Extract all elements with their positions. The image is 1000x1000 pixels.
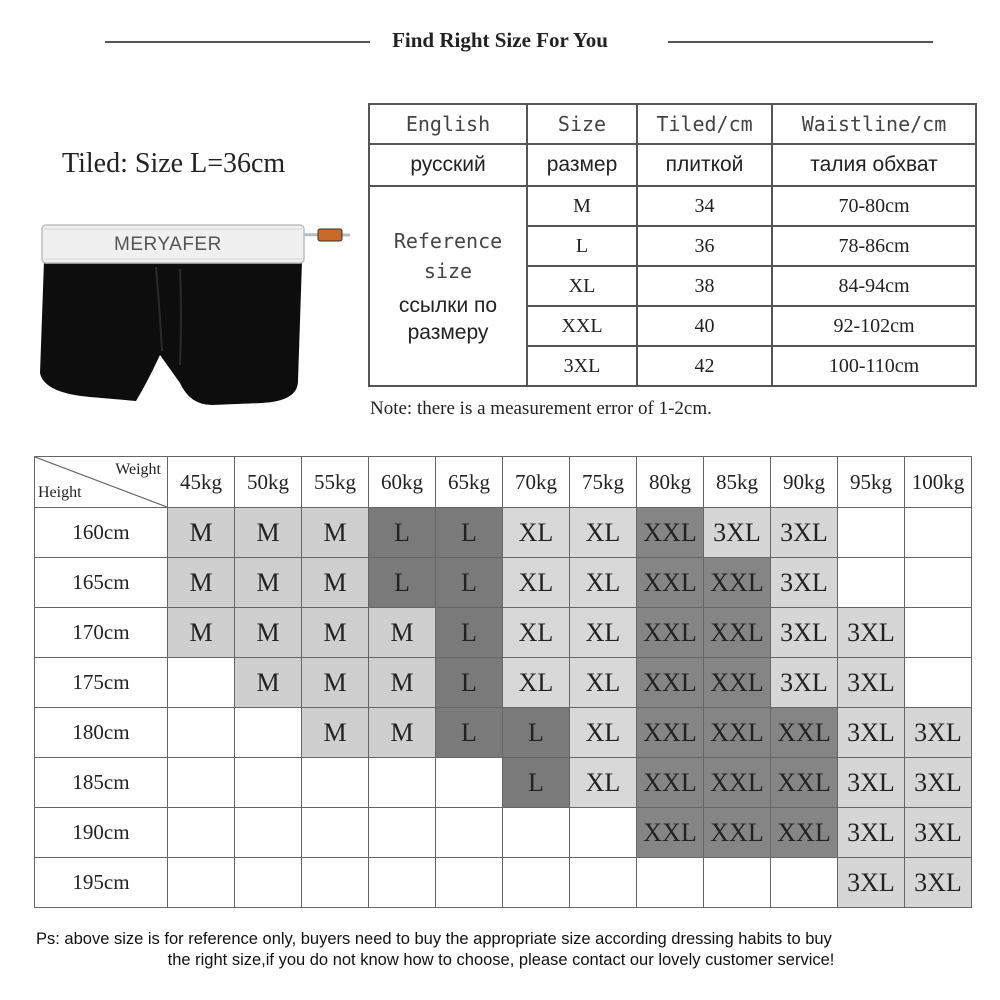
size-cell	[235, 758, 302, 808]
size-cell	[637, 858, 704, 908]
ref-header-label: English	[405, 112, 491, 136]
corner-height-label: Height	[38, 484, 82, 501]
size-cell: L	[436, 508, 503, 558]
size-cell: XL	[570, 508, 637, 558]
weight-header: 80kg	[637, 457, 704, 508]
height-label: 180cm	[35, 708, 168, 758]
reference-size-table	[368, 103, 977, 387]
size-cell: 3XL	[905, 808, 972, 858]
ref-header-ru-row	[369, 144, 976, 186]
size-cell: 3XL	[771, 608, 838, 658]
size-cell: XXL	[704, 658, 771, 708]
ref-tiled: 36	[694, 234, 715, 257]
size-matrix-row	[35, 758, 972, 808]
size-matrix-row	[35, 658, 972, 708]
size-cell: XL	[570, 558, 637, 608]
size-cell: L	[503, 758, 570, 808]
size-matrix-row	[35, 508, 972, 558]
size-matrix	[34, 456, 972, 908]
weight-header: 55kg	[302, 457, 369, 508]
size-cell: M	[369, 608, 436, 658]
size-cell	[168, 658, 235, 708]
size-cell: L	[436, 558, 503, 608]
ref-size: 3XL	[563, 354, 601, 377]
size-cell: 3XL	[838, 658, 905, 708]
size-cell	[570, 808, 637, 858]
ref-tiled: 42	[694, 354, 715, 377]
ref-header-en	[527, 104, 637, 144]
size-cell	[905, 658, 972, 708]
product-photo	[30, 205, 370, 420]
size-cell: XXL	[637, 608, 704, 658]
ref-header-label: Tiled/cm	[656, 112, 753, 136]
weight-header: 70kg	[503, 457, 570, 508]
corner-weight-label: Weight	[115, 461, 161, 478]
size-cell: L	[369, 508, 436, 558]
size-cell: M	[235, 508, 302, 558]
ref-waist: 84-94cm	[838, 274, 910, 297]
ref-waist: 70-80cm	[838, 194, 910, 217]
size-cell: 3XL	[771, 558, 838, 608]
matrix-corner	[35, 457, 168, 508]
size-matrix-body	[35, 508, 972, 908]
waistband-brand: MERYAFER	[114, 234, 222, 255]
size-cell: XXL	[704, 708, 771, 758]
size-cell: 3XL	[905, 758, 972, 808]
size-cell: XXL	[771, 708, 838, 758]
size-matrix-row	[35, 708, 972, 758]
size-cell: XL	[503, 658, 570, 708]
weight-header: 50kg	[235, 457, 302, 508]
size-matrix-row	[35, 858, 972, 908]
size-cell: L	[369, 558, 436, 608]
weight-header: 90kg	[771, 457, 838, 508]
size-cell	[771, 858, 838, 908]
size-cell	[436, 758, 503, 808]
size-cell: L	[436, 708, 503, 758]
ref-header-ru	[369, 144, 527, 186]
size-cell: 3XL	[838, 608, 905, 658]
size-cell: 3XL	[838, 708, 905, 758]
weight-header: 95kg	[838, 457, 905, 508]
title-banner	[0, 22, 1000, 58]
size-cell	[436, 808, 503, 858]
size-cell: M	[168, 608, 235, 658]
weight-header: 100kg	[905, 457, 972, 508]
ref-header-label: размер	[546, 153, 618, 176]
size-cell: M	[235, 658, 302, 708]
size-cell	[905, 608, 972, 658]
ref-header-en	[772, 104, 976, 144]
height-label: 165cm	[35, 558, 168, 608]
ref-size: L	[575, 234, 589, 257]
size-cell	[168, 758, 235, 808]
ref-tiled: 38	[694, 274, 715, 297]
weight-header: 45kg	[168, 457, 235, 508]
page-title: Find Right Size For You	[392, 28, 608, 52]
ref-tiled: 34	[694, 194, 715, 217]
height-label: 170cm	[35, 608, 168, 658]
ref-header-label: плиткой	[665, 153, 744, 176]
size-cell: XXL	[637, 658, 704, 708]
size-cell: M	[168, 558, 235, 608]
size-cell: 3XL	[905, 858, 972, 908]
ref-header-ru	[527, 144, 637, 186]
height-label: 190cm	[35, 808, 168, 858]
size-matrix-row	[35, 558, 972, 608]
weight-header: 65kg	[436, 457, 503, 508]
size-cell: XXL	[771, 758, 838, 808]
ref-size: XXL	[561, 314, 603, 337]
weight-header: 85kg	[704, 457, 771, 508]
ref-header-ru	[637, 144, 772, 186]
size-cell	[168, 708, 235, 758]
size-cell: XXL	[704, 808, 771, 858]
title-rule-right	[668, 41, 933, 43]
measurement-note: Note: there is a measurement error of 1-2cm.	[370, 398, 712, 419]
footnote-line-2: the right size,if you do not know how to choose, please contact our lovely customer service!	[167, 951, 835, 969]
size-cell	[369, 808, 436, 858]
ref-header-label: русский	[410, 153, 486, 176]
height-label: 185cm	[35, 758, 168, 808]
size-cell: XXL	[771, 808, 838, 858]
size-cell	[838, 508, 905, 558]
height-label: 175cm	[35, 658, 168, 708]
size-matrix-row	[35, 608, 972, 658]
ref-waist: 92-102cm	[833, 314, 915, 337]
size-cell: 3XL	[838, 758, 905, 808]
weight-header: 60kg	[369, 457, 436, 508]
reference-size-label	[369, 186, 527, 386]
size-cell	[369, 858, 436, 908]
size-cell: 3XL	[838, 858, 905, 908]
ref-size: M	[573, 194, 591, 217]
size-cell	[905, 558, 972, 608]
size-cell	[838, 558, 905, 608]
size-cell: M	[235, 558, 302, 608]
size-matrix-row	[35, 808, 972, 858]
size-cell: XXL	[704, 758, 771, 808]
size-cell: M	[369, 708, 436, 758]
size-cell: 3XL	[905, 708, 972, 758]
size-cell: XXL	[637, 808, 704, 858]
size-cell	[302, 858, 369, 908]
ref-row	[369, 186, 976, 226]
size-cell	[704, 858, 771, 908]
size-cell	[235, 708, 302, 758]
ref-header-en	[637, 104, 772, 144]
height-label: 160cm	[35, 508, 168, 558]
size-cell: XXL	[637, 758, 704, 808]
size-cell: M	[369, 658, 436, 708]
footnote-line-1: Ps: above size is for reference only, buyers need to buy the appropriate size according dressing habits to buy	[36, 930, 832, 948]
ref-header-label: Size	[557, 112, 607, 136]
size-cell: 3XL	[771, 658, 838, 708]
size-cell: XL	[503, 508, 570, 558]
size-cell: 3XL	[704, 508, 771, 558]
size-cell: XL	[570, 708, 637, 758]
size-cell: 3XL	[838, 808, 905, 858]
size-cell: XXL	[637, 708, 704, 758]
size-cell: M	[302, 658, 369, 708]
size-cell: L	[436, 608, 503, 658]
size-cell: XXL	[704, 558, 771, 608]
size-cell	[168, 858, 235, 908]
height-label: 195cm	[35, 858, 168, 908]
size-cell: L	[436, 658, 503, 708]
size-cell: 3XL	[771, 508, 838, 558]
size-cell	[235, 808, 302, 858]
size-cell: XL	[503, 558, 570, 608]
size-cell: XXL	[704, 608, 771, 658]
size-cell	[302, 808, 369, 858]
ref-header-label: Waistline/cm	[801, 112, 947, 136]
ref-header-label: талия обхват	[810, 153, 938, 176]
weight-header-row	[35, 457, 972, 508]
tiled-size-label: Tiled: Size L=36cm	[62, 148, 286, 179]
size-cell	[436, 858, 503, 908]
footnote	[36, 929, 966, 971]
ref-waist: 100-110cm	[828, 354, 920, 377]
size-cell	[369, 758, 436, 808]
size-cell: XL	[570, 658, 637, 708]
weight-header: 75kg	[570, 457, 637, 508]
ref-header-en	[369, 104, 527, 144]
size-cell	[905, 508, 972, 558]
reference-label-ru: ссылки по размеру	[398, 294, 498, 344]
size-cell: XL	[503, 608, 570, 658]
size-cell: M	[302, 708, 369, 758]
ref-waist: 78-86cm	[838, 234, 910, 257]
size-cell	[235, 858, 302, 908]
size-cell: M	[302, 608, 369, 658]
size-cell: L	[503, 708, 570, 758]
size-cell: M	[302, 508, 369, 558]
size-cell	[570, 858, 637, 908]
size-cell: M	[302, 558, 369, 608]
ref-size: XL	[568, 274, 596, 297]
size-cell: XL	[570, 758, 637, 808]
size-cell	[503, 808, 570, 858]
size-cell: XXL	[637, 558, 704, 608]
size-cell	[503, 858, 570, 908]
ref-header-en-row	[369, 104, 976, 144]
ref-header-ru	[772, 144, 976, 186]
size-cell: M	[235, 608, 302, 658]
size-cell	[302, 758, 369, 808]
size-cell	[168, 808, 235, 858]
size-cell: XXL	[637, 508, 704, 558]
reference-label-en: Reference size	[393, 229, 503, 283]
size-cell: M	[168, 508, 235, 558]
ref-tiled: 40	[694, 314, 715, 337]
size-cell: XL	[570, 608, 637, 658]
